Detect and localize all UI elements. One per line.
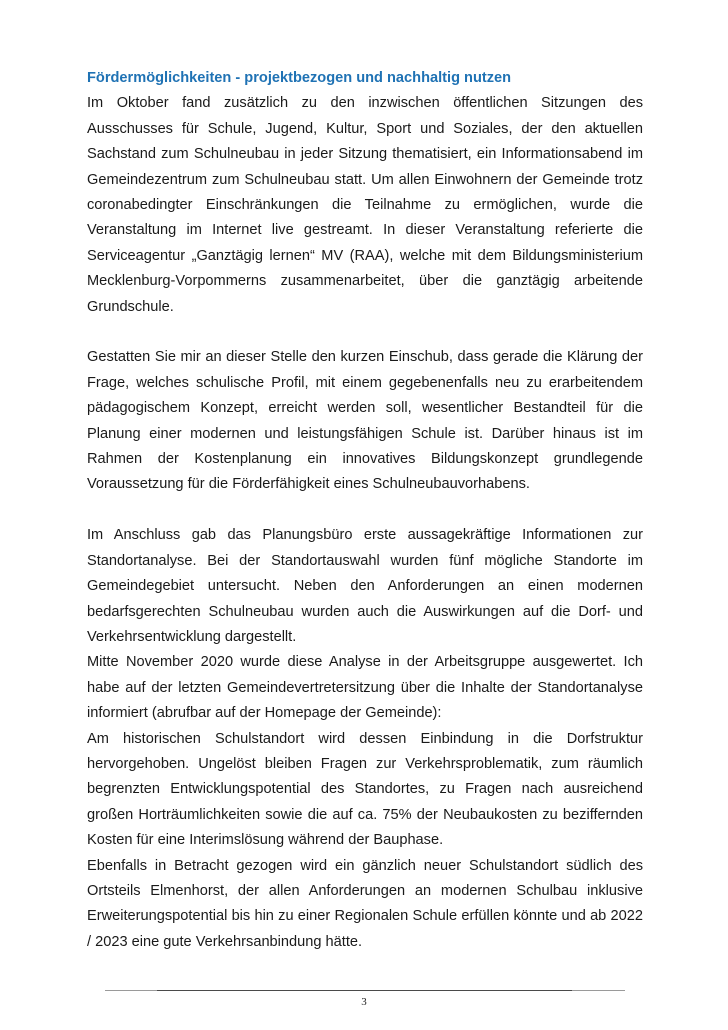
paragraph-gap <box>87 320 643 345</box>
paragraph-auswertung: Mitte November 2020 wurde diese Analyse in der Arbeitsgruppe ausgewertet. Ich habe auf der letzten Gemeindevertretersitzung über die Inhalte der Standortanalyse informiert (abrufbar auf der Homepage der Gemeinde): <box>87 654 643 722</box>
paragraph-gap <box>87 498 643 523</box>
paragraph-neuer-standort: Ebenfalls in Betracht gezogen wird ein gänzlich neuer Schulstandort südlich des Ortsteils Elmenhorst, der allen Anforderungen an modernen Schulbau inklusive Erweiterungspotential bis hin zu einer Regionalen Schule erfüllen könnte und ab 2022 / 2023 eine gute Verkehrsanbindung hätte. <box>87 857 643 950</box>
section-heading: Fördermöglichkeiten - projektbezogen und nachhaltig nutzen <box>87 70 512 86</box>
paragraph-historischer-standort: Am historischen Schulstandort wird dessen Einbindung in die Dorfstruktur hervorgehoben. Ungelöst bleiben Fragen zur Verkehrsproblematik, zum räumlich begrenzten Entwicklungspotential des Standortes, zu Fragen nach ausreichend großen Horträumlichkeiten sowie die auf ca. 75% der Neubaukosten zu beziffernden Kosten für eine Interimslösung während der Bauphase. <box>87 730 643 849</box>
paragraph-informationsabend: Im Oktober fand zusätzlich zu den inzwischen öffentlichen Sitzungen des Ausschusses für Schule, Jugend, Kultur, Sport und Soziales, der den aktuellen Sachstand zum Schulneubau in jeder Sitzung thematisiert, ein Informationsabend im Gemeindezentrum zum Schulneubau statt. Um allen Einwohnern der Gemeinde trotz coronabedingter Einschränkungen die Teilnahme zu ermöglichen, wurde die Veranstaltung im Internet live gestreamt. In dieser Veranstaltung referierte die Serviceagentur „Ganztägig lernen“ MV (RAA), welche mit dem Bildungsministerium Mecklenburg-Vorpommerns zusammenarbeitet, über die ganztägig arbeitende Grundschule. <box>87 95 643 315</box>
page-content <box>87 66 643 955</box>
footer-divider-center <box>157 990 572 991</box>
paragraph-standortanalyse: Im Anschluss gab das Planungsbüro erste aussagekräftige Informationen zur Standortanalyse. Bei der Standortauswahl wurden fünf mögliche Standorte im Gemeindegebiet untersucht. Neben den Anforderungen an einen modernen bedarfsgerechten Schulneubau wurden auch die Auswirkungen auf die Dorf- und Verkehrsentwicklung dargestellt. <box>87 527 643 645</box>
page-number: 3 <box>361 996 367 1008</box>
paragraph-einschub: Gestatten Sie mir an dieser Stelle den kurzen Einschub, dass gerade die Klärung der Frage, welches schulische Profil, mit einem gegebenenfalls neu zu erarbeitendem pädagogischem Konzept, erreicht werden soll, wesentlicher Bestandteil für die Planung einer modernen und leistungsfähigen Schule ist. Darüber hinaus ist im Rahmen der Kostenplanung ein innovatives Bildungskonzept grundlegende Voraussetzung für die Förderfähigkeit eines Schulneubauvorhabens. <box>87 349 643 493</box>
